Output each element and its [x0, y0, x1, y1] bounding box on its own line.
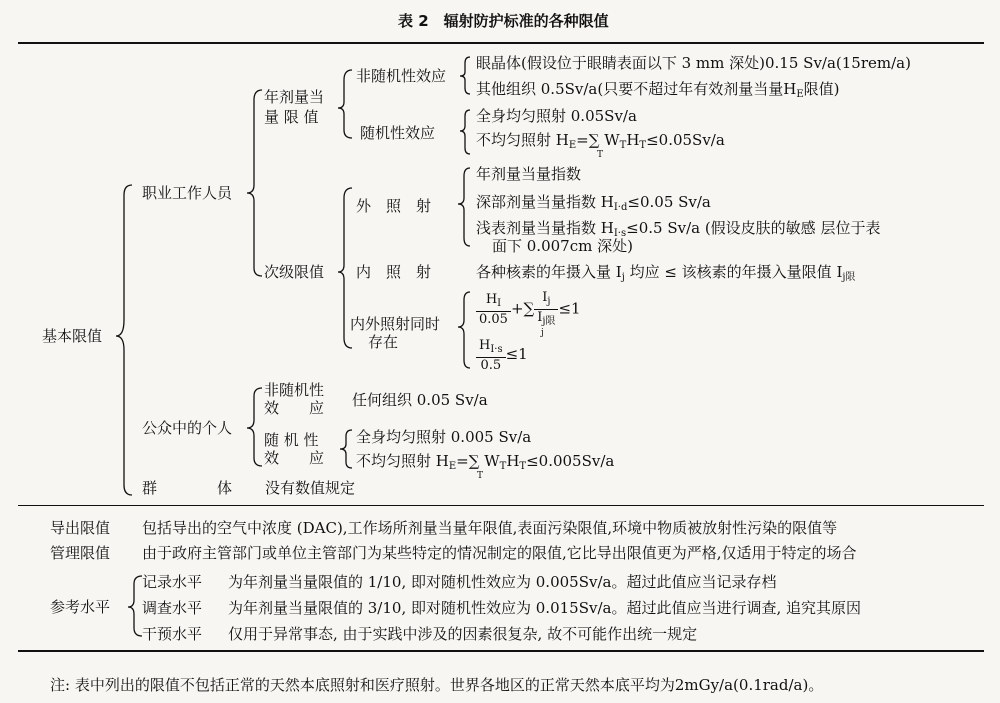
brace-reference [128, 576, 142, 636]
group-label: 群 体 [142, 479, 233, 497]
public-nonstochastic-label-1: 非随机性 [264, 381, 325, 399]
reference-levels-label: 参考水平 [50, 598, 111, 616]
record-level-label: 记录水平 [142, 573, 203, 591]
annual-limit-label-1: 年剂量当 [264, 88, 325, 106]
management-limit-label: 管理限值 [50, 544, 111, 562]
derived-limit-text: 包括导出的空气中浓度 (DAC),工作场所剂量当量年限值,表面污染限值,环境中物质被放射性污染的限值等 [142, 519, 838, 537]
sum-index-1: T [597, 150, 604, 160]
brace-nonstochastic [460, 57, 470, 94]
brace-basic-limit [116, 185, 132, 495]
public-stochastic-label-1: 随 机 性 [264, 431, 319, 449]
public-uniform: 全身均匀照射 0.005 Sv/a [356, 428, 532, 446]
combined-formula-1: $\frac{H_I}{0.05}$ +∑ $\frac{I_j}{I_{j限}}$ ≤1 [476, 290, 581, 329]
derived-limit-label: 导出限值 [50, 519, 111, 537]
management-limit-text: 由于政府主管部门或单位主管部门为某些特定的情况制定的限值,它比导出限值更为严格,仅适用于特定的场合 [142, 544, 857, 562]
brace-combined [458, 292, 470, 368]
intervention-level-text: 仅用于异常事态, 由于实践中涉及的因素很复杂, 故不可能作出统一规定 [228, 625, 698, 643]
investigation-level-label: 调查水平 [142, 599, 203, 617]
brace-public-stochastic [340, 430, 352, 468]
public-nonstochastic-text: 任何组织 0.05 Sv/a [352, 391, 488, 409]
other-tissue-limit: 其他组织 0.5Sv/a(只要不超过年有效剂量当量$H_E$限值) [476, 80, 840, 100]
annual-limit-label-2: 量 限 值 [264, 108, 319, 126]
external-line-3: 浅表剂量当量指数 $H_{I\cdot s}\le 0.5$ Sv/a (假设皮肤的敏感 层位于表 [476, 219, 881, 239]
occupational-label: 职业工作人员 [142, 184, 233, 202]
basic-limit-label: 基本限值 [42, 327, 103, 345]
lens-limit: 眼晶体(假设位于眼睛表面以下 3 mm 深处)0.15 Sv/a(15rem/a) [476, 54, 911, 72]
public-stochastic-label-2: 效 应 [264, 449, 325, 467]
secondary-limit-label: 次级限值 [264, 263, 325, 281]
public-nonstochastic-label-2: 效 应 [264, 399, 325, 417]
table-title: 表 2 辐射防护标准的各种限值 [398, 12, 609, 30]
combined-formula-2: $\frac{H_{I\cdot s}}{0.5}$ ≤1 [476, 336, 528, 373]
group-text: 没有数值规定 [265, 479, 356, 497]
footnote: 注: 表中列出的限值不包括正常的天然本底照射和医疗照射。世界各地区的正常天然本底平均为2mGy/a(0.1rad/a)。 [50, 676, 824, 694]
nonstochastic-label: 非随机性效应 [356, 67, 447, 85]
combined-label-1: 内外照射同时 [350, 315, 441, 333]
sum-index-j: j [541, 328, 544, 338]
external-line-2: 深部剂量当量指数 $H_{I\cdot d}\le 0.05$ Sv/a [476, 193, 711, 213]
stochastic-nonuniform: 不均匀照射 $H_E=\sum$ $W_TH_T\le 0.05Sv/a$ [476, 131, 725, 151]
brace-stochastic [460, 110, 470, 154]
internal-text: 各种核素的年摄入量 $I_j$ 均应 ≤ 该核素的年摄入量限值 $I_{j限}$ [476, 263, 856, 283]
public-label: 公众中的个人 [142, 419, 233, 437]
record-level-text: 为年剂量当量限值的 1/10, 即对随机性效应为 0.005Sv/a。超过此值应当记录存档 [228, 573, 777, 591]
combined-label-2: 存在 [368, 333, 399, 351]
investigation-level-text: 为年剂量当量限值的 3/10, 即对随机性效应为 0.015Sv/a。超过此值应当进行调查, 追究其原因 [228, 599, 861, 617]
stochastic-uniform: 全身均匀照射 0.05Sv/a [476, 107, 637, 125]
external-line-1: 年剂量当量指数 [476, 165, 582, 183]
internal-label: 内 照 射 [356, 263, 432, 281]
sum-index-2: T [477, 471, 484, 481]
stochastic-label: 随机性效应 [360, 124, 436, 142]
brace-occupational [247, 90, 262, 276]
public-nonuniform: 不均匀照射 $H_E=\sum$ $W_TH_T\le 0.005Sv/a$ [356, 452, 615, 472]
brace-annual-limit [338, 70, 352, 138]
external-label: 外 照 射 [356, 197, 432, 215]
external-line-4: 面下 0.007cm 深处) [492, 237, 633, 255]
brace-external [458, 168, 470, 246]
brace-public [247, 388, 262, 466]
intervention-level-label: 干预水平 [142, 625, 203, 643]
